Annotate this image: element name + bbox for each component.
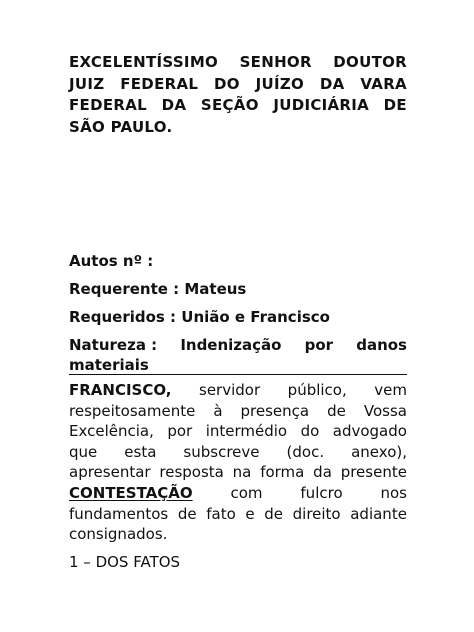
- heading-word: EXCELENTÍSSIMO: [69, 53, 219, 71]
- paragraph-word: intermédio: [205, 422, 288, 441]
- heading-word: FEDERAL: [69, 96, 148, 114]
- nature-word: Indenização: [180, 336, 282, 354]
- heading-line-4: SÃO PAULO.: [69, 117, 173, 136]
- defendant-name: FRANCISCO,: [69, 381, 172, 399]
- heading-word: FEDERAL: [120, 74, 199, 93]
- paragraph-line-7: [69, 504, 407, 525]
- paragraph-word: presente: [340, 463, 407, 482]
- paragraph-word: fundamentos: [69, 504, 169, 523]
- paragraph-line-4: [69, 442, 407, 463]
- paragraph-word: direito: [292, 504, 341, 523]
- heading-word: DE: [383, 96, 407, 114]
- paragraph-word: de: [177, 504, 197, 523]
- paragraph-word: advogado: [332, 422, 407, 441]
- paragraph-line-6: [69, 483, 407, 504]
- paragraph-word: resposta: [159, 463, 224, 482]
- heading-word: VARA: [360, 74, 407, 93]
- nature-line-2: materiais: [69, 356, 149, 374]
- paragraph-word: apresentar: [69, 463, 151, 482]
- paragraph-word: fato: [206, 504, 236, 523]
- heading-word: JUÍZO: [255, 74, 305, 93]
- section-title: 1 – DOS FATOS: [69, 553, 181, 571]
- heading-word: DOUTOR: [333, 53, 407, 71]
- paragraph-word: do: [300, 422, 320, 441]
- paragraph-word: na: [232, 463, 252, 482]
- paragraph-word: forma: [260, 463, 305, 482]
- paragraph-word: e: [245, 504, 255, 523]
- paragraph-word: público,: [287, 381, 347, 399]
- paragraph-line-5: [69, 462, 407, 483]
- heading-word: SEÇÃO: [200, 96, 259, 114]
- paragraph-line-2: [69, 401, 407, 422]
- heading-word: JUDICIÁRIA: [273, 96, 370, 114]
- plaintiff-line: Requerente : Mateus: [69, 280, 247, 298]
- nature-word: danos: [356, 336, 407, 354]
- paragraph-word: por: [167, 422, 193, 441]
- paragraph-word: Vossa: [363, 401, 407, 420]
- paragraph-word: adiante: [350, 504, 407, 523]
- paragraph-word: de: [327, 401, 346, 420]
- paragraph-line-1: [69, 380, 407, 401]
- paragraph-word: à: [213, 401, 223, 420]
- document-page: [69, 0, 407, 632]
- contestacao-term: CONTESTAÇÃO: [69, 483, 193, 502]
- paragraph-word: Excelência,: [69, 422, 154, 441]
- nature-line-1: [69, 335, 407, 355]
- paragraph-word: servidor: [199, 381, 261, 399]
- paragraph-word: de: [264, 504, 283, 523]
- heading-word: DO: [214, 74, 240, 93]
- heading-word: SENHOR: [239, 53, 312, 71]
- petition-addressee-heading: [69, 52, 407, 138]
- paragraph-line-3: [69, 421, 407, 442]
- paragraph-line-8: consignados.: [69, 525, 168, 544]
- heading-line-1: [69, 52, 407, 74]
- paragraph-word: (doc.: [286, 442, 325, 461]
- opening-paragraph: [69, 380, 407, 545]
- paragraph-word: subscreve: [183, 442, 260, 461]
- paragraph-word: da: [313, 463, 332, 482]
- paragraph-word: fulcro: [300, 483, 343, 502]
- nature-of-action: [69, 335, 407, 375]
- nature-word: Natureza :: [69, 336, 158, 354]
- case-number-line: Autos nº :: [69, 252, 154, 270]
- paragraph-word: nos: [380, 483, 407, 502]
- paragraph-word: respeitosamente: [69, 401, 196, 420]
- paragraph-word: vem: [374, 381, 407, 399]
- paragraph-word: anexo),: [351, 442, 407, 461]
- defendants-line: Requeridos : União e Francisco: [69, 308, 330, 326]
- section-divider: [69, 374, 407, 375]
- heading-word: DA: [319, 74, 345, 93]
- paragraph-word: que: [69, 442, 98, 461]
- paragraph-word: presença: [240, 401, 310, 420]
- paragraph-word: com: [230, 483, 263, 502]
- paragraph-word: esta: [124, 442, 157, 461]
- nature-word: por: [304, 336, 334, 354]
- heading-line-2: [69, 74, 407, 96]
- heading-line-3: [69, 95, 407, 117]
- heading-word: JUIZ: [69, 74, 105, 93]
- heading-word: DA: [161, 96, 187, 114]
